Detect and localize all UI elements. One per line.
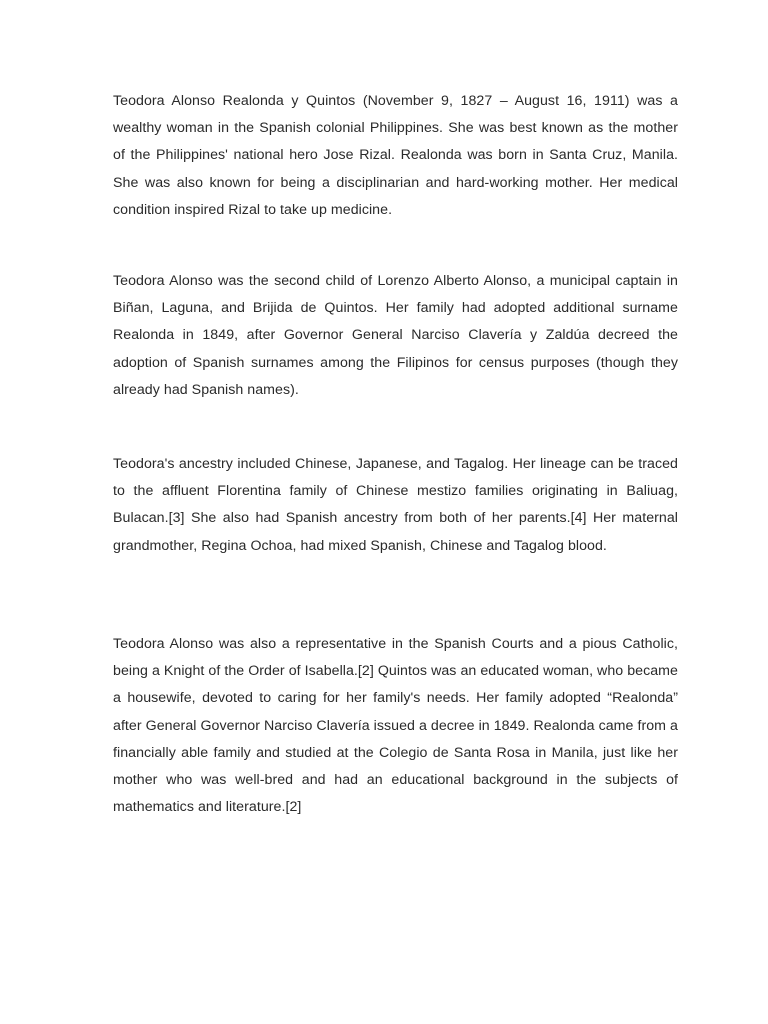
paragraph-1: Teodora Alonso Realonda y Quintos (November 9, 1827 – August 16, 1911) was a wealthy woman in the Spanish colonial Philippines. She was best known as the mother of the Philippines' national hero Jose Rizal. Realonda was born in Santa Cruz, Manila. She was also known for being a disciplinarian and hard-working mother. Her medical condition inspired Rizal to take up medicine. [113, 93, 678, 218]
paragraph-4: Teodora Alonso was also a representative in the Spanish Courts and a pious Catholic, being a Knight of the Order of Isabella.[2] Quintos was an educated woman, who became a housewife, devoted to caring for her family's needs. Her family adopted “Realonda” after General Governor Narciso Clavería issued a decree in 1849. Realonda came from a financially able family and studied at the Colegio de Santa Rosa in Manila, just like her mother who was well-bred and had an educational background in the subjects of mathematics and literature.[2] [113, 636, 678, 816]
paragraph-3: Teodora's ancestry included Chinese, Japanese, and Tagalog. Her lineage can be traced to the affluent Florentina family of Chinese mestizo families originating in Baliuag, Bulacan.[3] She also had Spanish ancestry from both of her parents.[4] Her maternal grandmother, Regina Ochoa, had mixed Spanish, Chinese and Tagalog blood. [113, 456, 678, 554]
paragraph-2: Teodora Alonso was the second child of Lorenzo Alberto Alonso, a municipal captain in Biñan, Laguna, and Brijida de Quintos. Her family had adopted additional surname Realonda in 1849, after Governor General Narciso Clavería y Zaldúa decreed the adoption of Spanish surnames among the Filipinos for census purposes (though they already had Spanish names). [113, 273, 678, 398]
